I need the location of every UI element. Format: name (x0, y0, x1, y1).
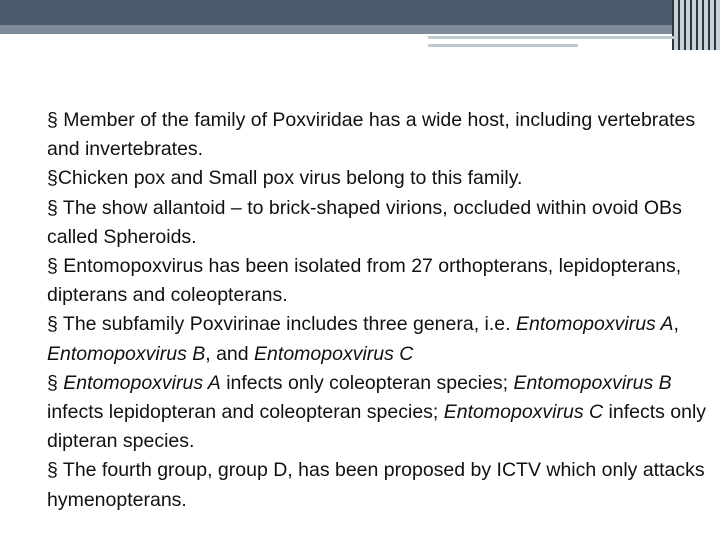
genus-a-name: Entomopoxvirus A (515, 313, 674, 336)
header-band-accent (0, 25, 720, 34)
genus-c-name: Entomopoxvirus C (254, 342, 414, 365)
specificity-genus-c: Entomopoxvirus C (443, 401, 604, 424)
genus-b-name: Entomopoxvirus B (47, 342, 206, 365)
slide-body (47, 106, 717, 515)
header-rule-short (428, 44, 578, 47)
specificity-marker: § (47, 371, 64, 394)
bullet-host-specificity (47, 369, 717, 457)
bullet-group-d: § The fourth group, group D, has been proposed by ICTV which only attacks hymenopterans. (47, 459, 705, 511)
genera-sep-1: , (673, 313, 679, 336)
specificity-genus-b: Entomopoxvirus B (513, 371, 672, 394)
bullet-host-range: § Member of the family of Poxviridae has a wide host, including vertebrates and invertebrates. (47, 109, 696, 161)
header-band (0, 0, 720, 25)
bullet-isolation: § Entomopoxvirus has been isolated from 27 orthopterans, lepidopterans, dipterans and coleopterans. (47, 255, 682, 307)
specificity-genus-a: Entomopoxvirus A (63, 371, 221, 394)
genera-sep-2: , and (205, 342, 255, 365)
bullet-virion-shape: § The show allantoid – to brick-shaped virions, occluded within ovoid OBs called Spheroids. (47, 196, 682, 248)
bullet-genera (47, 310, 717, 368)
bullet-pox-members: §Chicken pox and Small pox virus belong to this family. (47, 167, 523, 190)
specificity-text-c: infects only dipteran species. (47, 401, 707, 453)
genera-lead: § The subfamily Poxvirinae includes three genera, i.e. (47, 313, 516, 336)
specificity-text-b: infects lepidopteran and coleopteran species; (47, 401, 444, 424)
header-rule-long (428, 36, 678, 39)
specificity-text-a: infects only coleopteran species; (220, 371, 514, 394)
header-stripes (672, 0, 720, 50)
